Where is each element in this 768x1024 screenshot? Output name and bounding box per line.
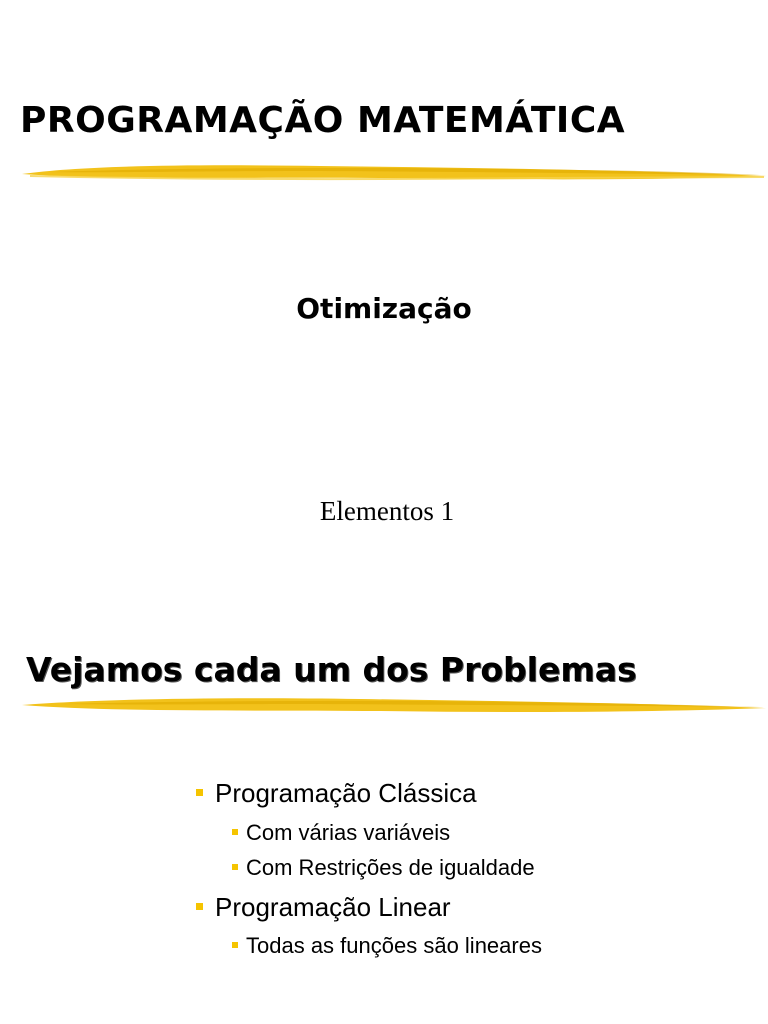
slide-subtitle: Otimização <box>296 292 472 325</box>
list-item-label: Com várias variáveis <box>246 820 451 845</box>
slide-caption: Elementos 1 <box>319 496 455 526</box>
list-item <box>196 892 451 923</box>
list-item <box>232 933 542 959</box>
bullet-square-icon <box>232 829 238 835</box>
bullet-square-icon <box>196 789 203 796</box>
bullet-square-icon <box>232 864 238 870</box>
highlight-stroke <box>20 691 768 717</box>
highlight-stroke <box>20 158 768 184</box>
list-item-label: Programação Clássica <box>215 778 477 808</box>
bullet-square-icon <box>196 903 203 910</box>
slide-title: PROGRAMAÇÃO MATEMÁTICA <box>20 100 626 141</box>
list-item-label: Todas as funções são lineares <box>246 933 542 958</box>
list-item <box>232 855 535 881</box>
list-item-label: Com Restrições de igualdade <box>246 855 535 880</box>
list-item-label: Programação Linear <box>215 892 451 922</box>
slide-title: Vejamos cada um dos Problemas <box>26 650 637 689</box>
bullet-square-icon <box>232 942 238 948</box>
list-item <box>232 820 450 846</box>
list-item <box>196 778 477 809</box>
slide-2 <box>0 610 768 1024</box>
